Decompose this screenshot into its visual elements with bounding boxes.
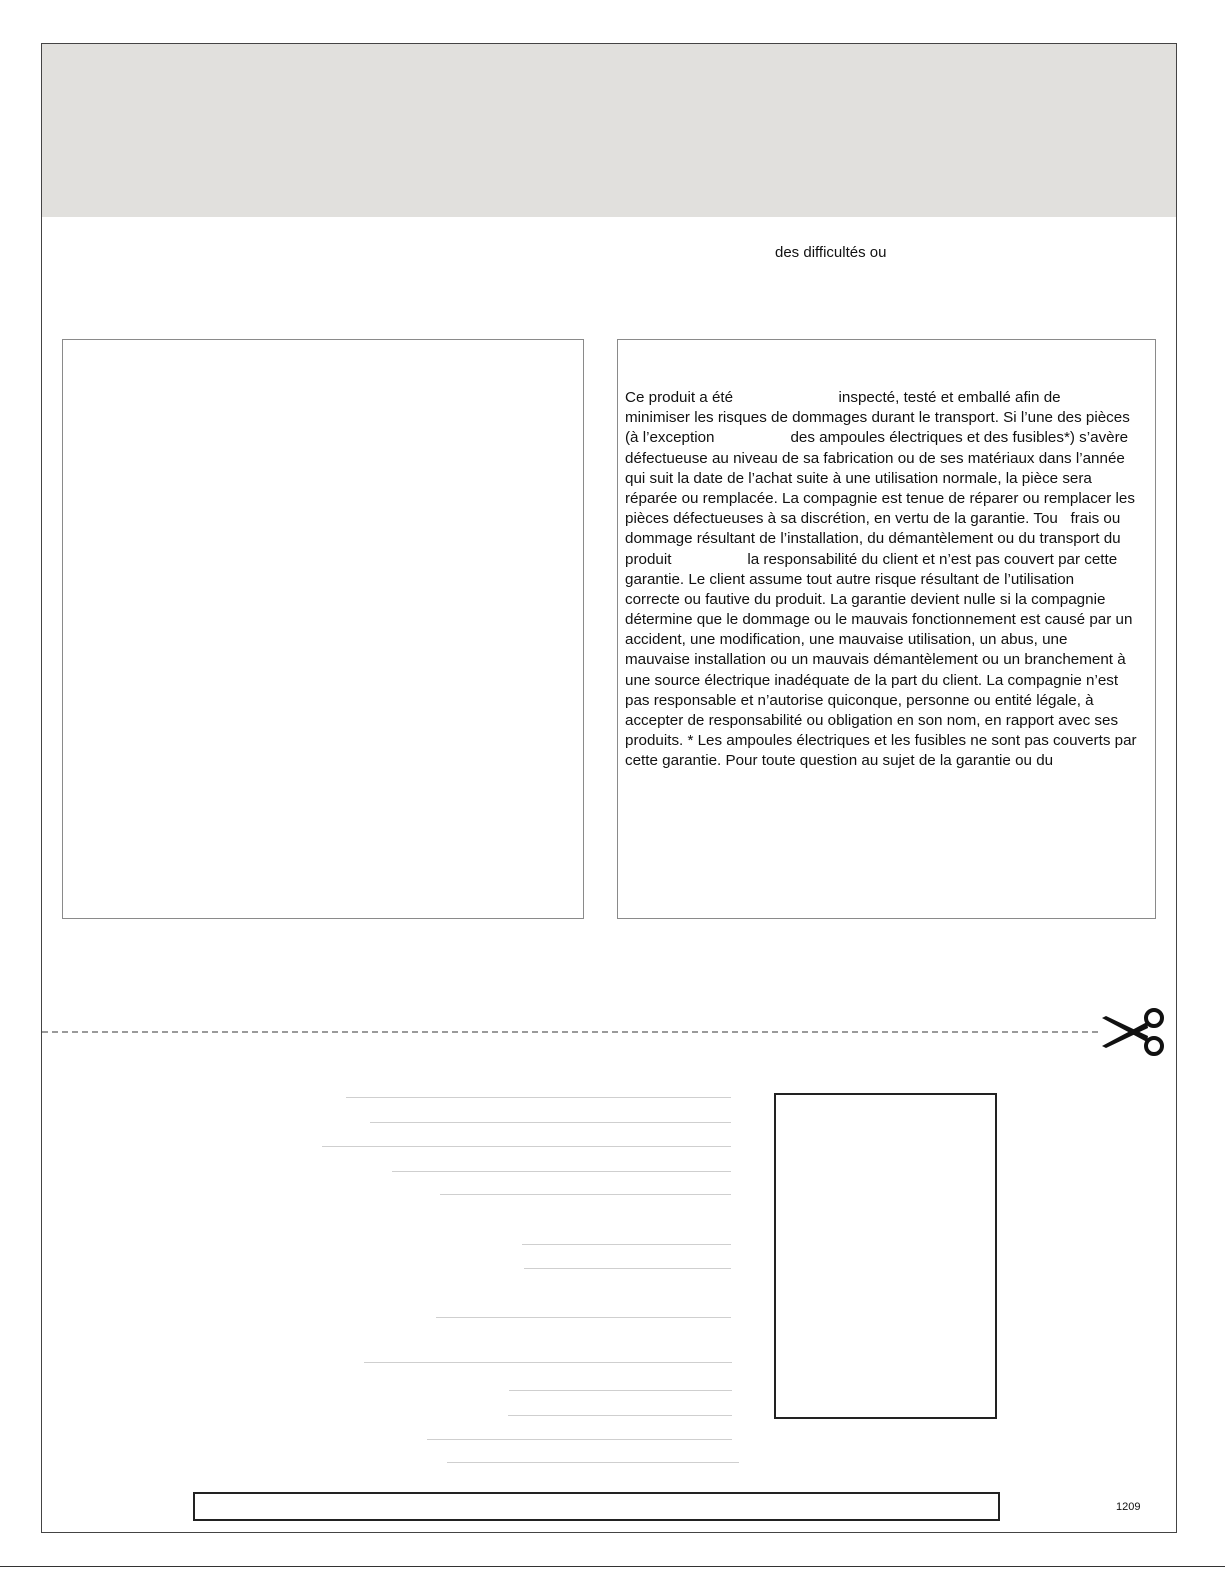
footer-box xyxy=(193,1492,1000,1521)
form-fill-line[interactable] xyxy=(436,1317,731,1318)
warranty-line: détermine que le dommage ou le mauvais fonctionnement est causé par un xyxy=(625,611,1133,629)
warranty-line: une source électrique inadéquate de la part du client. La compagnie n’est xyxy=(625,671,1119,689)
warranty-line: garantie. Le client assume tout autre risque résultant de l’utilisation xyxy=(625,570,1075,588)
warranty-line: Ce produit a été inspecté, testé et emballé afin de xyxy=(625,389,1061,406)
form-fill-line[interactable] xyxy=(392,1171,731,1172)
warranty-line: accident, une modification, une mauvaise utilisation, un abus, une xyxy=(625,631,1068,649)
warranty-line: réparée ou remplacée. La compagnie est tenue de réparer ou remplacer les xyxy=(625,489,1135,507)
form-fill-line[interactable] xyxy=(440,1194,731,1195)
cut-line xyxy=(42,1031,1098,1033)
warranty-line: qui suit la date de l’achat suite à une utilisation normale, la pièce sera xyxy=(625,469,1092,487)
warranty-line: produits. * Les ampoules électriques et les fusibles ne sont pas couverts par xyxy=(625,732,1137,750)
warranty-line: correcte ou fautive du produit. La garantie devient nulle si la compagnie xyxy=(625,590,1106,608)
warranty-line: (à l’exception des ampoules électriques et des fusibles*) s’avère xyxy=(625,429,1129,447)
warranty-line: pas responsable et n’autorise quiconque, personne ou entité légale, à xyxy=(625,691,1094,709)
form-fill-line[interactable] xyxy=(509,1390,732,1391)
bottom-rule xyxy=(0,1566,1225,1567)
form-fill-line[interactable] xyxy=(522,1244,731,1245)
document-code: 1209 xyxy=(1116,1501,1141,1513)
warranty-line: cette garantie. Pour toute question au sujet de la garantie ou du xyxy=(625,752,1054,770)
warranty-line: pièces défectueuses à sa discrétion, en vertu de la garantie. Tou frais ou xyxy=(625,510,1121,528)
warranty-line: mauvaise installation ou un mauvais démantèlement ou un branchement à xyxy=(625,651,1126,669)
scissors-icon xyxy=(1098,1006,1170,1058)
warranty-line: produit la responsabilité du client et n’est pas couvert par cette xyxy=(625,550,1118,568)
header-band xyxy=(42,44,1176,217)
warranty-line: accepter de responsabilité ou obligation en son nom, en rapport avec ses xyxy=(625,712,1119,729)
form-fill-line[interactable] xyxy=(370,1122,731,1123)
form-fill-line[interactable] xyxy=(524,1268,731,1269)
intro-text: des difficultés ou xyxy=(775,244,887,261)
form-fill-line[interactable] xyxy=(508,1415,732,1416)
form-fill-line[interactable] xyxy=(427,1439,732,1440)
left-panel xyxy=(62,339,584,919)
warranty-text xyxy=(625,388,1165,772)
warranty-line: dommage résultant de l’installation, du démantèlement ou du transport du xyxy=(625,530,1121,548)
warranty-line: minimiser les risques de dommages durant le transport. Si l’une des pièces xyxy=(625,409,1130,427)
form-fill-line[interactable] xyxy=(322,1146,731,1147)
form-fill-line[interactable] xyxy=(447,1462,739,1463)
form-fill-line[interactable] xyxy=(364,1362,732,1363)
warranty-line: défectueuse au niveau de sa fabrication ou de ses matériaux dans l’année xyxy=(625,449,1125,467)
form-fill-line[interactable] xyxy=(346,1097,731,1098)
receipt-attachment-box xyxy=(774,1093,997,1419)
